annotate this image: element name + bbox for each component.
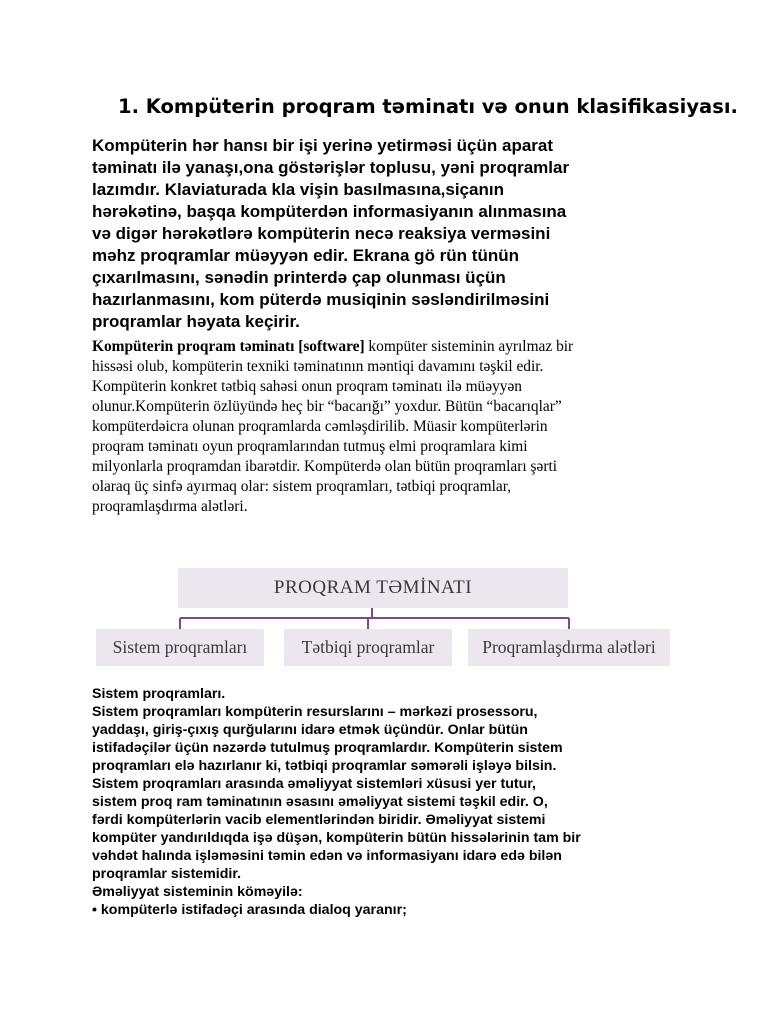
diagram-programming-tools-box: Proqramlaşdırma alətləri	[468, 629, 670, 666]
body-line: olunur.Kompüterin özlüyündə heç bir “bacarığı” yoxdur. Bütün “bacarıqlar”	[92, 398, 562, 415]
body-line: milyonlarla proqramdan ibarətdir. Kompüterdə olan bütün proqramları şərti	[92, 458, 558, 475]
section-line: sistem proq ram təminatının əsasını əməliyyat sistemi təşkil edir. O,	[92, 794, 548, 810]
intro-line: hazırlanmasını, kom püterdə musiqinin səsləndirilməsini	[92, 290, 550, 309]
page-title: 1. Kompüterin proqram təminatı və onun klasifikasiyası.	[118, 95, 738, 118]
intro-line: Kompüterin hər hansı bir işi yerinə yetirməsi üçün aparat	[92, 136, 554, 155]
intro-line: məhz proqramlar müəyyən edir. Ekrana gö rün tünün	[92, 246, 519, 265]
section-line: yaddaşı, giriş-çıxış qurğularını idarə etmək üçündür. Onlar bütün	[92, 722, 528, 738]
section-line: kompüter yandırıldıqda işə düşən, kompüterin bütün hissələrinin tam bir	[92, 830, 581, 846]
body-line: kompüterdəicra olunan proqramlarda cəmləşdirilib. Müasir kompüterlərin	[92, 418, 548, 435]
diagram-application-software-box: Tətbiqi proqramlar	[284, 629, 452, 666]
body-line	[92, 338, 573, 356]
section-line: proqramlar sistemidir.	[92, 866, 242, 882]
section-line: istifadəçilər üçün nəzərdə tutulmuş proqramlardır. Kompüterin sistem	[92, 740, 563, 756]
intro-line: təminatı ilə yanaşı,ona göstərişlər toplusu, yəni proqramlar	[92, 158, 570, 177]
intro-line: lazımdır. Klaviaturada kla vişin basılmasına,siçanın	[92, 180, 504, 199]
section-line: Sistem proqramları arasında əməliyyat sistemləri xüsusi yer tutur,	[92, 776, 536, 792]
body-line: hissəsi olub, kompüterin texniki təminatının məntiqi davamını təşkil edir.	[92, 358, 544, 375]
body-line-rest: kompüter sisteminin ayrılmaz bir	[364, 338, 574, 355]
diagram-system-software-box: Sistem proqramları	[96, 629, 264, 666]
body-line: proqram təminatı oyun proqramlarından tutmuş elmi proqramlara kimi	[92, 438, 528, 455]
section-line: vəhdət halında işləməsini təmin edən və informasiyanı idarə edə bilən	[92, 848, 562, 864]
section-heading: Sistem proqramları.	[92, 686, 226, 702]
body-line: proqramlaşdırma alətləri.	[92, 498, 248, 515]
section-line: fərdi kompüterlərin vacib elementlərindən biridir. Əməliyyat sistemi	[92, 812, 546, 828]
body-line: olaraq üç sinfə ayırmaq olar: sistem proqramları, tətbiqi proqramlar,	[92, 478, 512, 495]
intro-line: çıxarılmasını, sənədin printerdə çap olunması üçün	[92, 268, 506, 287]
intro-line: və digər hərəkətlərə kompüterin necə reaksiya verməsini	[92, 224, 551, 243]
body-line: Kompüterin konkret tətbiq sahəsi onun proqram təminatı ilə müəyyən	[92, 378, 522, 395]
bullet-item: • kompüterlə istifadəçi arasında dialoq yaranır;	[92, 902, 407, 918]
software-classification-diagram	[94, 566, 674, 672]
diagram-root-box: PROQRAM TƏMİNATI	[178, 568, 568, 608]
intro-line: proqramlar həyata keçirir.	[92, 312, 300, 331]
section-line: Sistem proqramları kompüterin resurslarını – mərkəzi prosessoru,	[92, 704, 538, 720]
section-line: proqramları elə hazırlanır ki, tətbiqi proqramlar səmərəli işləyə bilsin.	[92, 758, 557, 774]
software-term: Kompüterin proqram təminatı [software]	[92, 338, 365, 355]
intro-line: hərəkətinə, başqa kompüterdən informasiyanın alınmasına	[92, 202, 567, 221]
section-line: Əməliyyat sisteminin köməyilə:	[92, 884, 303, 900]
